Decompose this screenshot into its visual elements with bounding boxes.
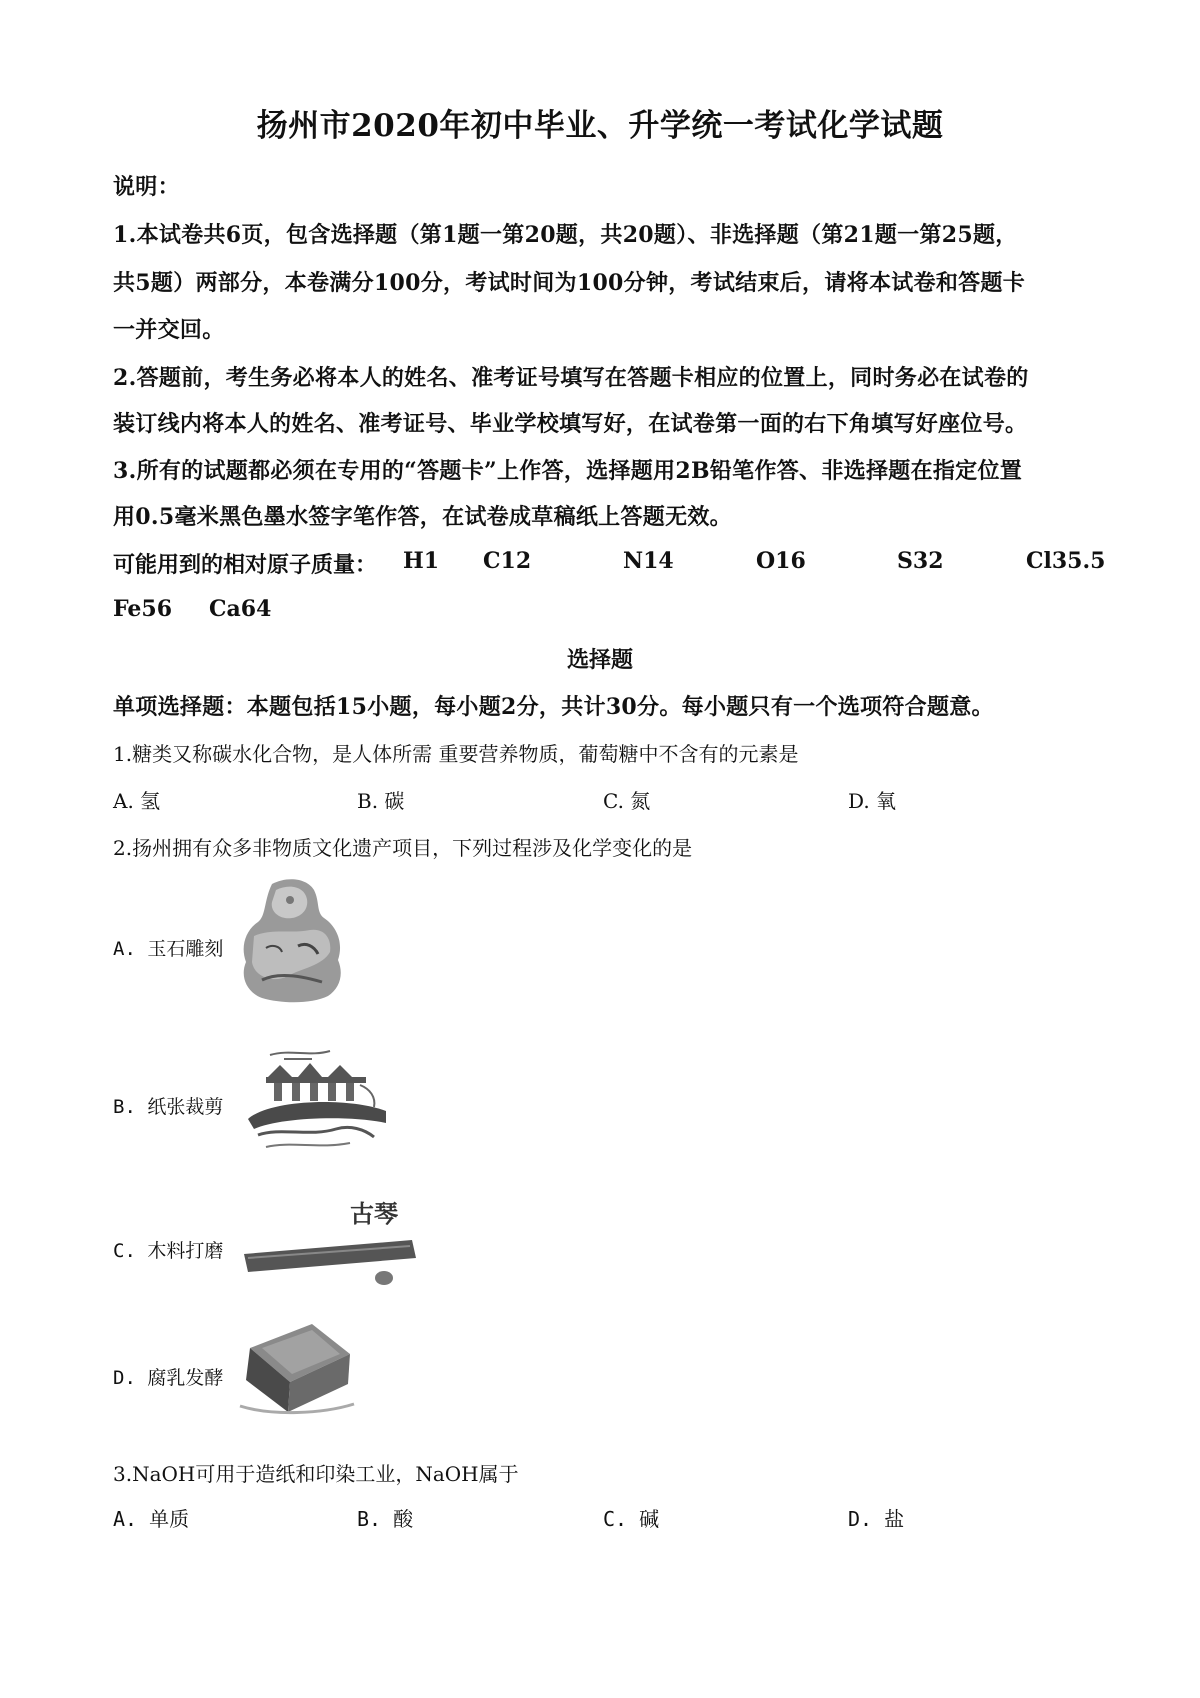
- q1-option-d: D. 氧: [848, 789, 897, 813]
- wooden-ruler-image: [240, 1196, 420, 1296]
- mass-o: O16: [756, 548, 806, 574]
- question-3-stem: 3.NaOH可用于造纸和印染工业，NaOH属于: [113, 1462, 519, 1486]
- note-1-line-2: 共5题）两部分，本卷满分100分，考试时间为100分钟，考试结束后，请将本试卷和答题卡: [113, 270, 1026, 296]
- note-1-line-1: 1.本试卷共6页，包含选择题（第1题一第20题，共20题）、非选择题（第21题一第25题，: [113, 222, 1018, 248]
- q3-option-b: B. 酸: [357, 1507, 414, 1531]
- question-1-stem: 1.糖类又称碳水化合物，是人体所需 重要营养物质，葡萄糖中不含有的元素是: [113, 742, 799, 766]
- question-1-options: [113, 785, 1113, 815]
- ruler-text: 古琴: [350, 1199, 398, 1228]
- q2-option-d-label: D. 腐乳发酵: [113, 1367, 224, 1389]
- mass-n: N14: [623, 548, 674, 574]
- notes-heading: 说明：: [113, 174, 180, 200]
- question-3-options: [113, 1503, 1113, 1533]
- fermented-tofu-image: [232, 1310, 362, 1420]
- mass-s: S32: [897, 548, 944, 574]
- note-3-line-2: 用0.5毫米黑色墨水签字笔作答，在试卷成草稿纸上答题无效。: [113, 504, 732, 530]
- mass-h: H1: [403, 548, 440, 574]
- jade-carving-image: [232, 876, 352, 1006]
- note-1-line-3: 一并交回。: [113, 317, 225, 343]
- atomic-mass-label: 可能用到的相对原子质量：: [113, 552, 378, 578]
- section-instruction: 单项选择题：本题包括15小题，每小题2分，共计30分。每小题只有一个选项符合题意。: [113, 694, 994, 720]
- q1-option-a: A. 氢: [113, 789, 161, 813]
- section-heading: 选择题: [566, 647, 633, 673]
- mass-cl: Cl35.5: [1026, 548, 1106, 574]
- q3-option-d: D. 盐: [848, 1507, 905, 1531]
- q3-option-c: C. 碱: [603, 1507, 660, 1531]
- q2-option-c-label: C. 木料打磨: [113, 1240, 224, 1262]
- note-2-line-1: 2.答题前，考生务必将本人的姓名、准考证号填写在答题卡相应的位置上，同时务必在试卷的: [113, 365, 1029, 391]
- question-2-stem: 2.扬州拥有众多非物质文化遗产项目，下列过程涉及化学变化的是: [113, 836, 693, 860]
- note-2-line-2: 装订线内将本人的姓名、准考证号、毕业学校填写好，在试卷第一面的右下角填写好座位号。: [113, 411, 1028, 437]
- atomic-mass-line: [113, 548, 1106, 578]
- page-title: 扬州市2020年初中毕业、升学统一考试化学试题: [256, 108, 944, 144]
- paper-cut-image: [240, 1045, 390, 1160]
- q1-option-c: C. 氮: [603, 789, 651, 813]
- q2-option-a-label: A. 玉石雕刻: [113, 938, 224, 960]
- mass-ca: Ca64: [209, 596, 272, 622]
- note-3-line-1: 3.所有的试题都必须在专用的“答题卡”上作答，选择题用2B铅笔作答、非选择题在指定位置: [113, 458, 1023, 484]
- mass-fe: Fe56: [113, 596, 173, 622]
- q1-option-b: B. 碳: [357, 789, 405, 813]
- mass-c: C12: [483, 548, 532, 574]
- q3-option-a: A. 单质: [113, 1507, 190, 1531]
- q2-option-b-label: B. 纸张裁剪: [113, 1096, 224, 1118]
